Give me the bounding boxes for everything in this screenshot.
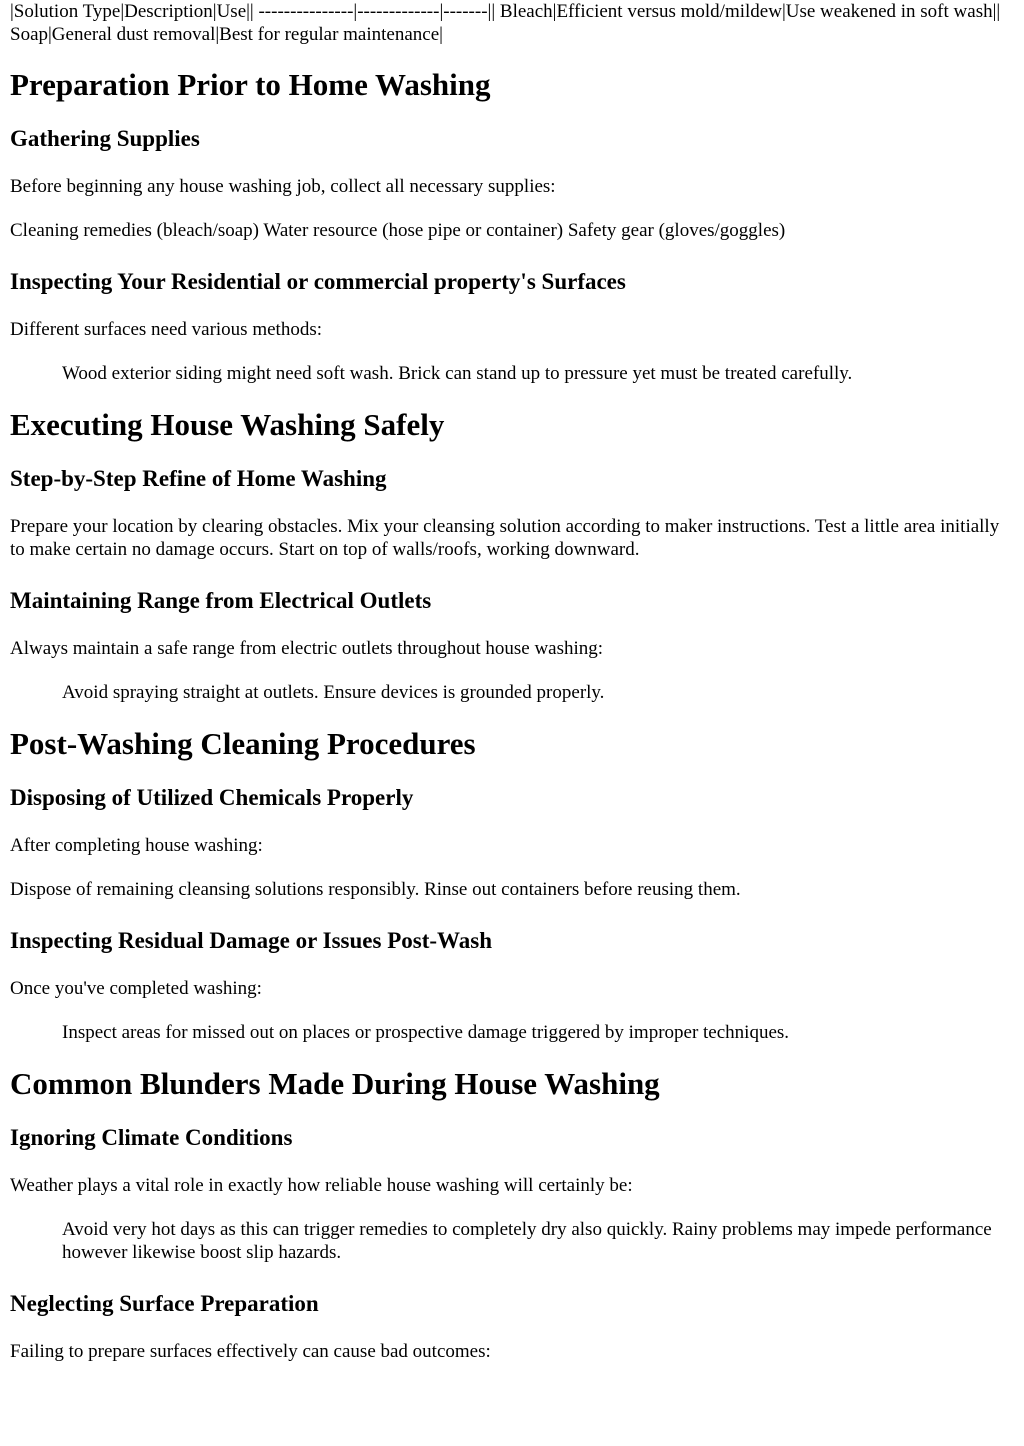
blockquote: Inspect areas for missed out on places or prospective damage triggered by improper techniques.: [62, 1022, 790, 1043]
subheading-gathering-supplies: Gathering Supplies: [10, 126, 200, 151]
paragraph: Failing to prepare surfaces effectively can cause bad outcomes:: [10, 1341, 491, 1362]
paragraph: Weather plays a vital role in exactly how reliable house washing will certainly be:: [10, 1175, 633, 1196]
section-heading-common-blunders: Common Blunders Made During House Washing: [10, 1066, 660, 1101]
paragraph: Prepare your location by clearing obstacles. Mix your cleansing solution according to maker instructions. Test a little area initially to make certain no damage occurs. Start on top of walls/roofs, working downward.: [10, 516, 1000, 560]
intro-table-text: |Solution Type|Description|Use|| ---------------|-------------|-------|| Bleach|Efficient versus mold/mildew|Use weakened in soft wash|| Soap|General dust removal|Best for regular maintenance|: [10, 1, 1001, 45]
subheading-disposing-chemicals: Disposing of Utilized Chemicals Properly: [10, 785, 414, 810]
paragraph: Once you've completed washing:: [10, 978, 262, 999]
paragraph: Cleaning remedies (bleach/soap) Water resource (hose pipe or container) Safety gear (gloves/goggles): [10, 220, 786, 241]
paragraph: Dispose of remaining cleansing solutions responsibly. Rinse out containers before reusing them.: [10, 879, 741, 900]
subheading-electrical-outlets: Maintaining Range from Electrical Outlets: [10, 588, 432, 613]
section-heading-executing: Executing House Washing Safely: [10, 407, 445, 442]
blockquote: Avoid spraying straight at outlets. Ensure devices is grounded properly.: [62, 682, 605, 703]
section-heading-preparation: Preparation Prior to Home Washing: [10, 67, 491, 102]
section-heading-post-washing: Post-Washing Cleaning Procedures: [10, 726, 476, 761]
subheading-inspecting-surfaces: Inspecting Your Residential or commercial property's Surfaces: [10, 269, 626, 294]
paragraph: Different surfaces need various methods:: [10, 319, 322, 340]
subheading-climate-conditions: Ignoring Climate Conditions: [10, 1125, 293, 1150]
paragraph: Always maintain a safe range from electric outlets throughout house washing:: [10, 638, 604, 659]
subheading-surface-preparation: Neglecting Surface Preparation: [10, 1291, 319, 1316]
paragraph: After completing house washing:: [10, 835, 263, 856]
subheading-step-by-step: Step-by-Step Refine of Home Washing: [10, 466, 387, 491]
paragraph: Before beginning any house washing job, collect all necessary supplies:: [10, 176, 556, 197]
blockquote: Wood exterior siding might need soft wash. Brick can stand up to pressure yet must be treated carefully.: [62, 363, 853, 384]
blockquote: Avoid very hot days as this can trigger remedies to completely dry also quickly. Rainy problems may impede performance however likewise boost slip hazards.: [62, 1219, 992, 1263]
subheading-inspecting-damage: Inspecting Residual Damage or Issues Post-Wash: [10, 928, 492, 953]
